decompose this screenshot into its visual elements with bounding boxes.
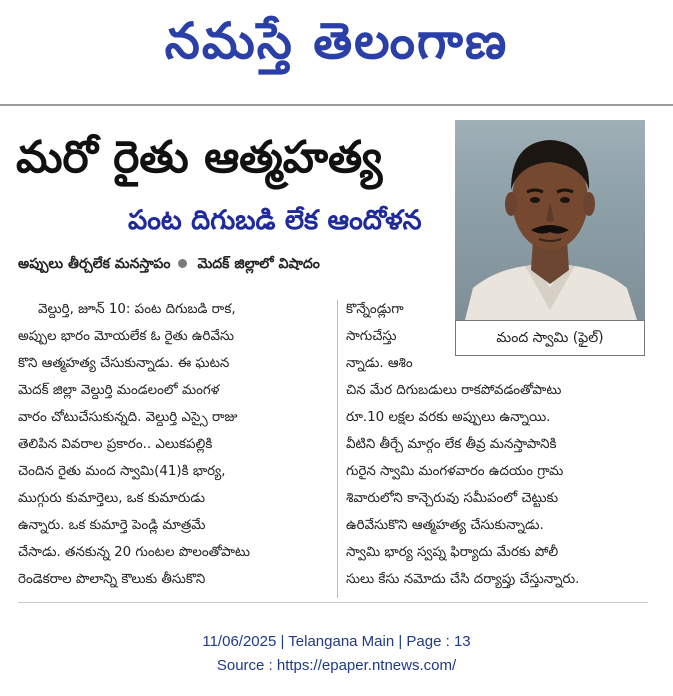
kicker-left-text: అప్పులు తీర్చలేక మనస్తాపం	[18, 256, 171, 272]
article-bottom-divider	[18, 602, 648, 603]
body-line: స్వామి భార్య స్వప్న ఫిర్యాదు మేరకు పోలీ	[346, 545, 559, 560]
body-line: చిన మేర దిగుబడులు రాకపోవడంతోపాటు	[346, 383, 562, 398]
article-body-column-2	[346, 296, 646, 593]
body-line: ఉరివేసుకొని ఆత్మహత్య చేసుకున్నాడు.	[346, 518, 544, 533]
kicker-right-text: మెదక్ జిల్లాలో విషాదం	[197, 256, 320, 272]
body-line: వీటిని తీర్చే మార్గం లేక తీవ్ర మనస్తాపానికి	[346, 437, 557, 452]
bullet-dot-icon	[178, 259, 187, 268]
article-kicker	[18, 250, 448, 278]
article-body-column-1	[18, 296, 330, 593]
source-link[interactable]: Source : https://epaper.ntnews.com/	[216, 657, 457, 674]
column-divider	[337, 300, 338, 598]
body-line: గురైన స్వామి మంగళవారం ఉదయం గ్రామ	[346, 464, 564, 479]
body-line: కొని ఆత్మహత్య చేసుకున్నాడు. ఈ ఘటన	[18, 356, 230, 371]
body-line: రెండెకరాల పొలాన్ని కౌలుకు తీసుకొని	[18, 572, 206, 587]
photo-caption: మంద స్వామి (ఫైల్)	[455, 320, 645, 356]
body-line: ఉన్నారు. ఒక కుమార్తె పెండ్లి మాత్రమే	[18, 518, 206, 533]
body-line: తెలిపిన వివరాల ప్రకారం.. ఎలుకపల్లికి	[18, 437, 213, 452]
edition-info: 11/06/2025 | Telangana Main | Page : 13	[202, 633, 471, 650]
body-line: న్నాడు. ఆశిం	[346, 356, 413, 371]
body-line: ముగ్గురు కుమార్తెలు, ఒక కుమారుడు	[18, 491, 205, 506]
body-line: చేసాడు. తనకున్న 20 గుంటల పొలంతోపాటు	[18, 545, 250, 560]
body-line: మెదక్ జిల్లా వెల్దుర్తి మండలంలో మంగళ	[18, 383, 220, 398]
body-line: సాగుచేస్తు	[346, 329, 397, 344]
farmer-photo	[455, 120, 645, 320]
body-line: కొన్నేండ్లుగా	[346, 302, 404, 317]
body-line: అప్పుల భారం మోయలేక ఓ రైతు ఉరివేసు	[18, 329, 235, 344]
body-line: శివారులోని కాన్చెరువు సమీపంలో చెట్టుకు	[346, 491, 559, 506]
article-subheadline: పంట దిగుబడి లేక ఆందోళన	[128, 205, 422, 236]
body-line: వెల్దుర్తి, జూన్ 10: పంట దిగుబడి రాక,	[38, 302, 236, 317]
body-line: రూ.10 లక్షల వరకు అప్పులు ఉన్నాయి.	[346, 410, 551, 425]
body-line: చెందిన రైతు మంద స్వామి(41)కి భార్య,	[18, 464, 226, 479]
body-line: సులు కేసు నమోదు చేసి దర్యాప్తు చేస్తున్నారు.	[346, 572, 580, 587]
masthead-title: నమస్తే తెలంగాణ	[164, 12, 509, 70]
article-headline: మరో రైతు ఆత్మహత్య	[16, 132, 383, 183]
masthead-divider	[0, 104, 673, 106]
portrait-image	[455, 120, 645, 320]
body-line: వారం చోటుచేసుకున్నది. వెల్దుర్తి ఎస్సై రాజు	[18, 410, 238, 425]
